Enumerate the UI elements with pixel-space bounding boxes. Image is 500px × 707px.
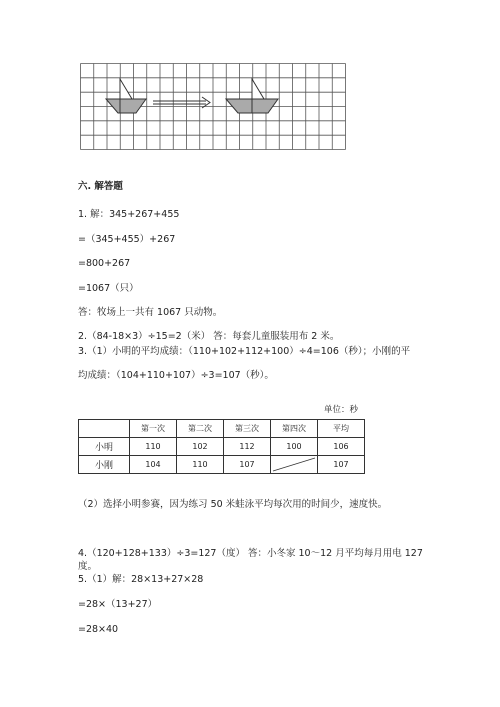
q4-line-2: 度。 (78, 561, 98, 572)
table-row (79, 438, 365, 456)
q1-line-4: =1067（只） (78, 283, 139, 294)
row-name: 小明 (79, 438, 130, 456)
q5-line-2: =28×（13+27） (78, 599, 158, 610)
q3-part-2: （2）选择小明参赛，因为练习 50 米蛙泳平均每次用的时间少，速度快。 (78, 499, 388, 510)
table-header-row (79, 420, 365, 438)
q4-line-1: 4.（120+128+133）÷3=127（度） 答：小冬家 10～12 月平均每月用电 127 (78, 548, 423, 559)
row-name: 小刚 (79, 456, 130, 474)
table-header-cell: 第三次 (224, 420, 271, 438)
q3-line-2: 均成绩：（104+110+107）÷3=107（秒）。 (78, 370, 274, 381)
q2-line: 2.（84-18×3）÷15=2（米） 答：每套儿童服装用布 2 米。 (78, 331, 340, 342)
table-unit-label: 单位：秒 (324, 405, 359, 415)
section-title: 六. 解答题 (78, 181, 123, 192)
table-cell: 102 (177, 438, 224, 456)
diagonal-slash (271, 456, 317, 473)
swim-time-table (78, 419, 365, 474)
table-header-cell: 第二次 (177, 420, 224, 438)
table-cell: 110 (177, 456, 224, 474)
q5-line-1: 5.（1）解：28×13+27×28 (78, 574, 204, 585)
table-header-cell: 第四次 (271, 420, 318, 438)
empty-slash-cell (271, 456, 318, 474)
table-cell: 104 (130, 456, 177, 474)
boat-right (226, 79, 278, 113)
boat-right-sail (252, 79, 264, 99)
table-cell: 100 (271, 438, 318, 456)
table-cell: 112 (224, 438, 271, 456)
boat-translation-figure (80, 63, 346, 150)
table-row (79, 456, 365, 474)
q1-answer: 答：牧场上一共有 1067 只动物。 (78, 307, 223, 318)
table-header-cell (79, 420, 130, 438)
table-cell: 106 (318, 438, 365, 456)
q1-line-3: =800+267 (78, 258, 131, 269)
boat-left-sail (120, 79, 132, 99)
boat-left (106, 79, 146, 113)
table-cell: 107 (224, 456, 271, 474)
q5-line-3: =28×40 (78, 624, 119, 635)
boat-left-hull (106, 99, 146, 113)
table-cell: 107 (318, 456, 365, 474)
q1-line-1: 1. 解：345+267+455 (78, 209, 180, 220)
q1-line-2: =（345+455）+267 (78, 234, 176, 245)
table-cell: 110 (130, 438, 177, 456)
table-header-cell: 平均 (318, 420, 365, 438)
q3-line-1: 3.（1）小明的平均成绩：（110+102+112+100）÷4=106（秒）；小刚的平 (78, 346, 411, 357)
table-header-cell: 第一次 (130, 420, 177, 438)
